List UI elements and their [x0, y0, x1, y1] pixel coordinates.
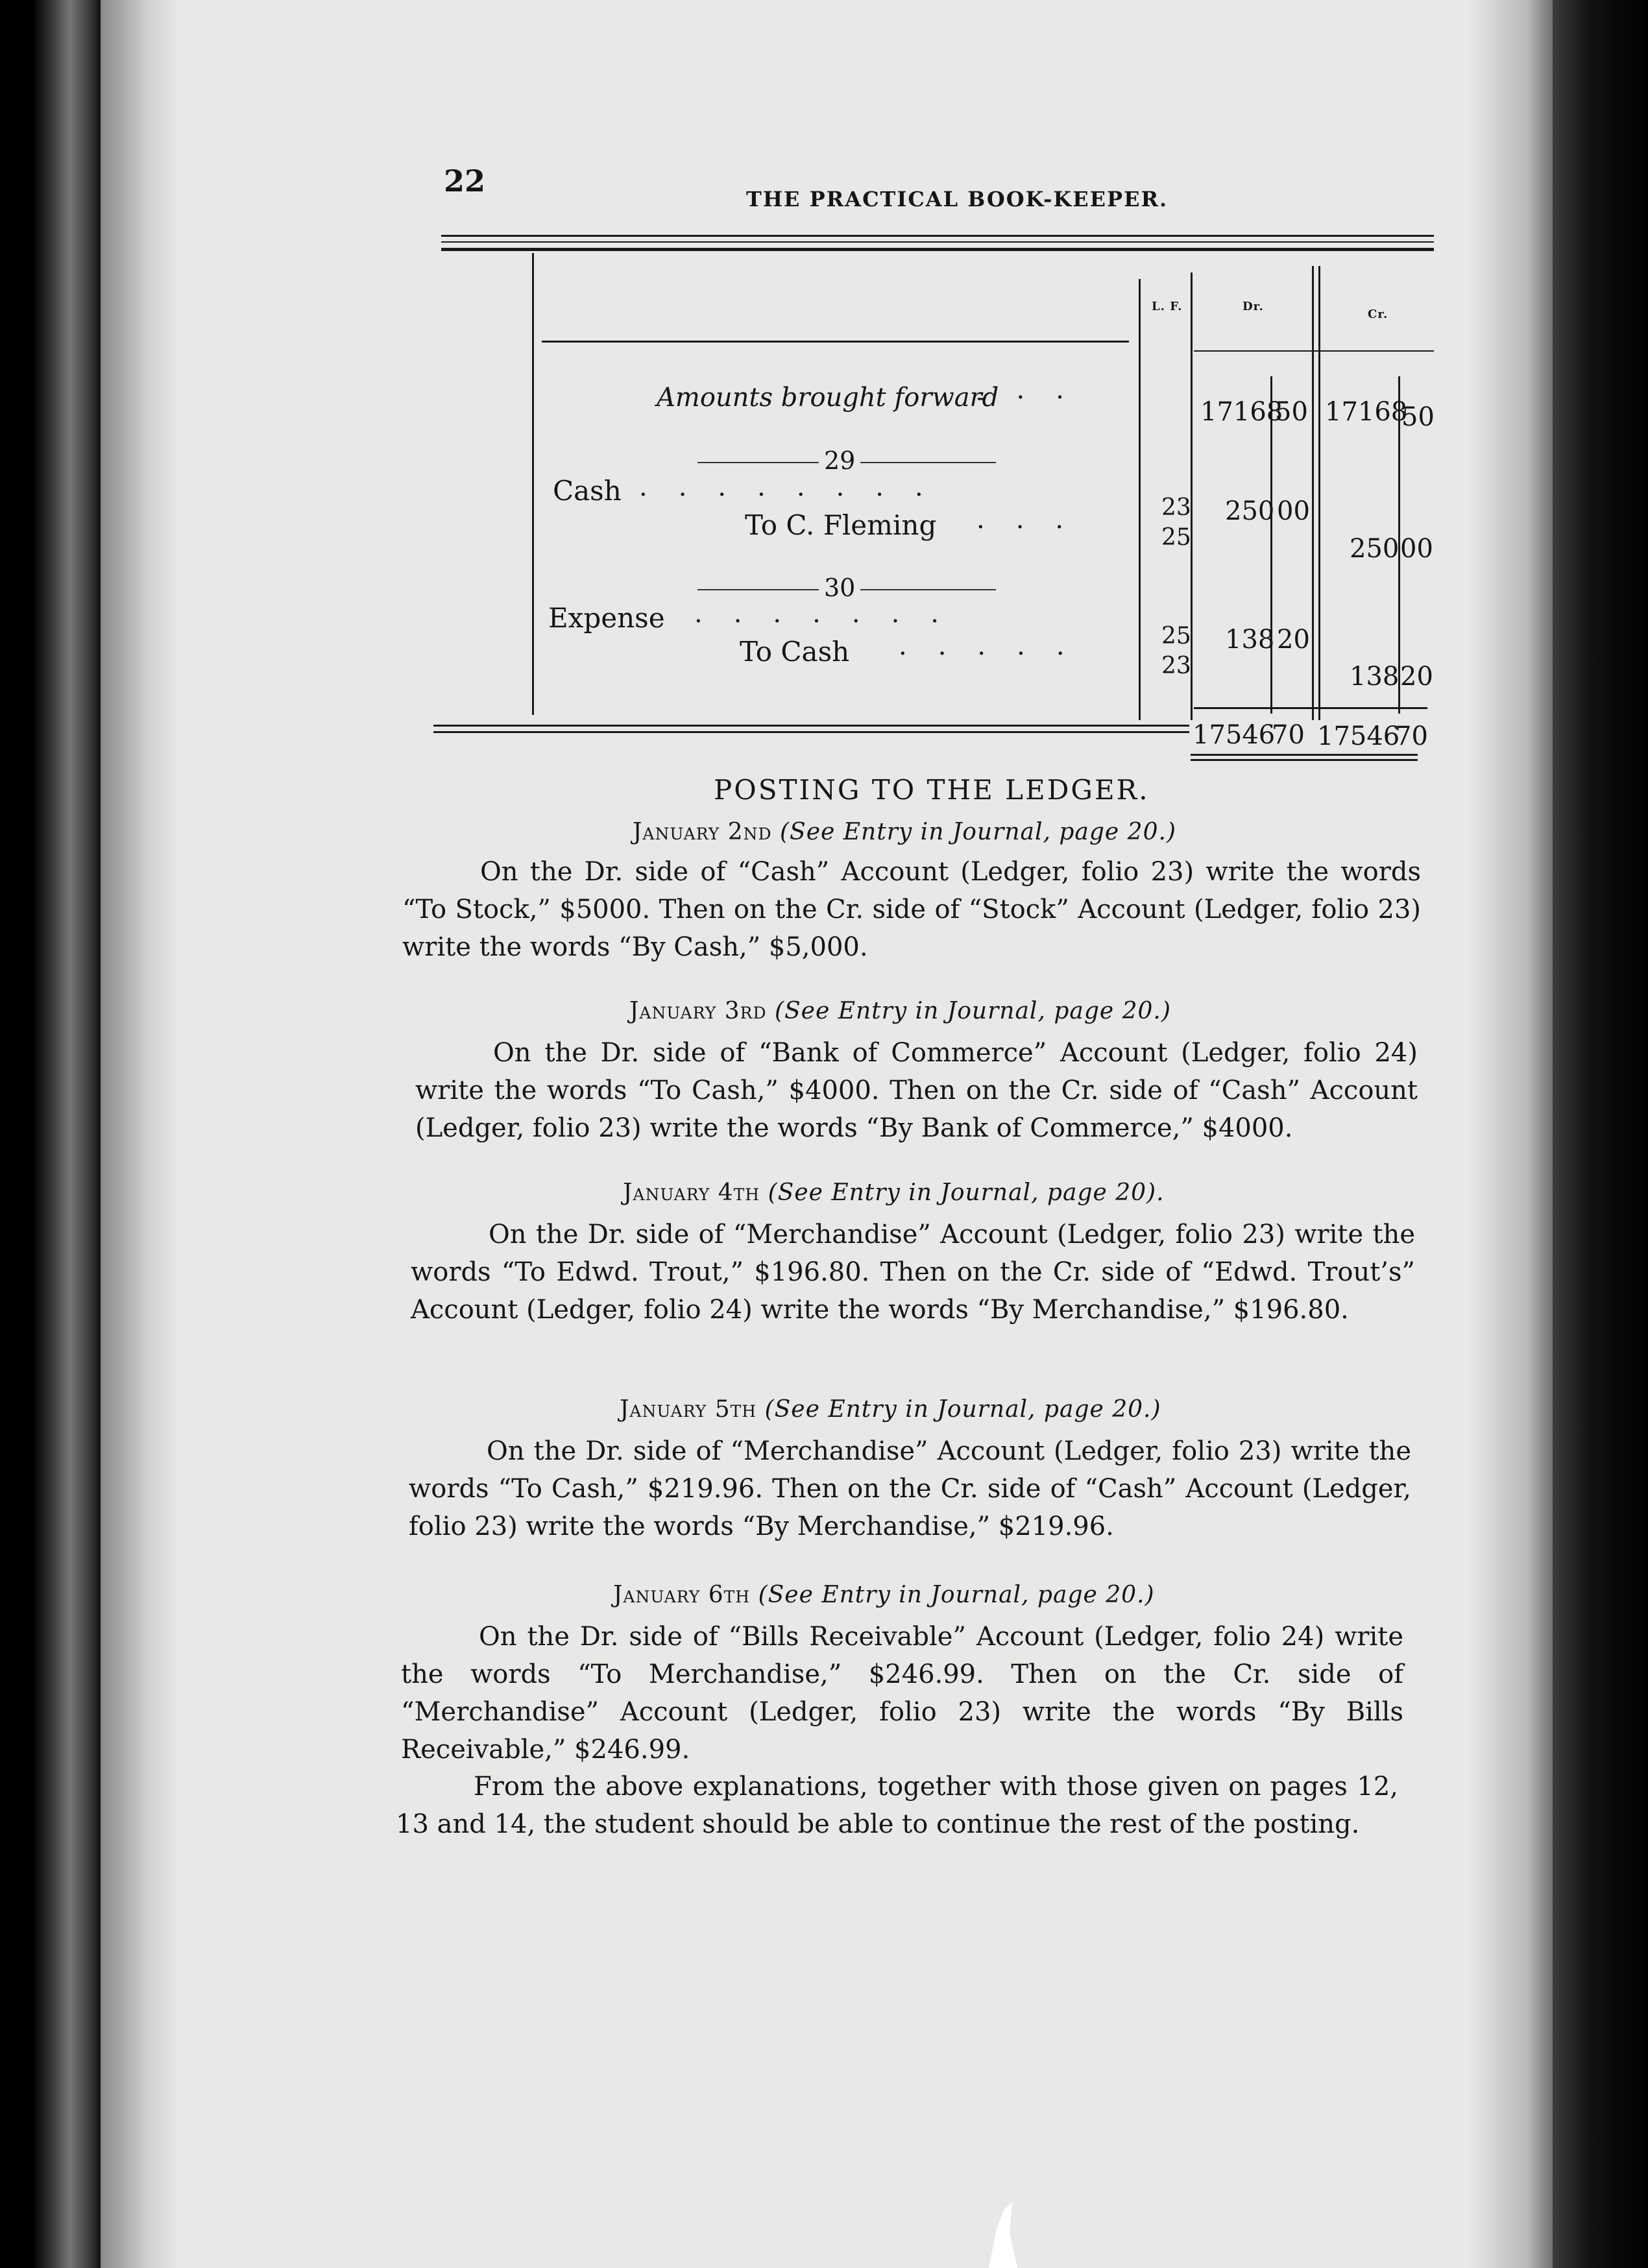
- posting-paragraph: On the Dr. side of “Bank of Commerce” Account (Ledger, folio 24) write the words “To Cash,” $4000. Then on the Cr. side of “Cash” Account (Ledger, folio 23) write the words “By Bank of Commerce,” $4000.: [415, 1038, 1418, 1143]
- section-date-header: [620, 1396, 1161, 1423]
- entry-date: January 3rd: [629, 998, 767, 1024]
- lf-debit: 23: [1161, 494, 1191, 521]
- total-cr-amount: 17546: [1317, 721, 1400, 751]
- forward-dr-amount: 17168: [1200, 397, 1283, 427]
- dr-cents: 00: [1277, 496, 1310, 526]
- section-date-header: [623, 1179, 1165, 1206]
- col-dr-header: Dr.: [1242, 300, 1264, 313]
- cr-cents: 00: [1400, 534, 1433, 564]
- leader-dots: ·····: [899, 639, 1096, 669]
- posting-paragraph: On the Dr. side of “Bills Receivable” Account (Ledger, folio 24) write the words “To Merchandise,” $246.99. Then on the Cr. side of “Merchandise” Account (Ledger, folio 23) write the words “By Bills Receivable,” $246.99.: [401, 1622, 1403, 1765]
- credit-account: To Cash: [740, 636, 850, 668]
- dr-amount: 138: [1225, 625, 1275, 655]
- entry-date: January 6th: [613, 1582, 751, 1608]
- scan-edge-right: [1553, 0, 1648, 2268]
- lf-debit: 25: [1161, 623, 1191, 649]
- forward-dr-cents: 50: [1275, 397, 1308, 427]
- total-dr-amount: 17546: [1193, 720, 1276, 750]
- journal-reference: (See Entry in Journal, page 20.): [758, 1582, 1155, 1608]
- total-dr-cents: 70: [1272, 720, 1305, 750]
- table-bottom-rule-4: [1191, 759, 1418, 761]
- forward-label: Amounts brought forward: [657, 383, 999, 413]
- table-top-rule-2: [441, 241, 1434, 243]
- running-title: THE PRACTICAL BOOK-KEEPER.: [746, 187, 1169, 211]
- cr-col-rule-a: [1312, 266, 1314, 720]
- closing-paragraph: From the above explanations, together with those given on pages 12, 13 and 14, the student should be able to continue the rest of the posting.: [396, 1772, 1398, 1839]
- cr-cents: 20: [1400, 662, 1433, 692]
- entry-date: January 4th: [623, 1179, 760, 1206]
- section-date-header: [633, 819, 1176, 845]
- leader-dots: ·······: [694, 607, 971, 636]
- col-lf-header: L. F.: [1152, 300, 1183, 313]
- forward-cr-cents: 50: [1401, 402, 1435, 432]
- posting-paragraph: On the Dr. side of “Merchandise” Account (Ledger, folio 23) write the words “To Edwd. Trout,” $196.80. Then on the Cr. side of “Edwd. Trout’s” Account (Ledger, folio 24) write the words “By Merchandise,” $196.80.: [411, 1220, 1415, 1325]
- lf-credit: 25: [1161, 524, 1191, 551]
- journal-reference: (See Entry in Journal, page 20.): [764, 1396, 1161, 1423]
- entry-date: 30: [819, 573, 860, 602]
- lf-col-rule: [1139, 279, 1141, 720]
- dr-cents-rule: [1270, 376, 1272, 714]
- table-top-rule-3: [441, 248, 1434, 251]
- cr-amount: 138: [1350, 662, 1400, 692]
- forward-cr-amount: 17168: [1325, 397, 1408, 427]
- table-bottom-rule-3: [1191, 754, 1418, 756]
- posting-paragraph: On the Dr. side of “Cash” Account (Ledger, folio 23) write the words “To Stock,” $5000. Then on the Cr. side of “Stock” Account (Ledger, folio 23) write the words “By Cash,” $5,000.: [402, 857, 1421, 962]
- table-top-rule: [441, 235, 1434, 237]
- page-number: 22: [444, 163, 486, 199]
- journal-reference: (See Entry in Journal, page 20.): [774, 998, 1171, 1024]
- dr-amount: 250: [1225, 496, 1275, 526]
- total-rule: [1194, 707, 1427, 709]
- total-cr-cents: 70: [1395, 721, 1428, 751]
- cr-amount: 250: [1350, 534, 1400, 564]
- leader-dots: ···: [976, 513, 1095, 542]
- dr-cents: 20: [1277, 625, 1310, 655]
- scan-edge-left: [32, 0, 101, 2268]
- col-cr-header: Cr.: [1368, 308, 1388, 321]
- cr-col-rule-b: [1318, 266, 1320, 720]
- debit-account: Expense: [548, 602, 665, 634]
- page-edge-shadow: [1468, 0, 1553, 2268]
- table-bottom-rule: [433, 725, 1189, 727]
- section-date-header: [629, 998, 1171, 1024]
- leader-dots: -··: [976, 383, 1095, 413]
- leader-dots: ········: [639, 480, 954, 510]
- money-head-rule: [1194, 350, 1434, 352]
- entry-date: January 5th: [620, 1396, 757, 1423]
- header-under-rule: [542, 341, 1129, 343]
- journal-reference: (See Entry in Journal, page 20).: [768, 1179, 1165, 1206]
- section-title: POSTING TO THE LEDGER.: [714, 774, 1150, 806]
- section-date-header: [613, 1582, 1155, 1608]
- table-left-rule: [532, 253, 534, 715]
- entry-date: January 2nd: [633, 819, 772, 845]
- table-bottom-rule-2: [433, 731, 1189, 733]
- debit-account: Cash: [553, 475, 622, 507]
- entry-date: 29: [819, 446, 860, 475]
- credit-account: To C. Fleming: [745, 509, 937, 541]
- journal-reference: (See Entry in Journal, page 20.): [780, 819, 1176, 845]
- page-gutter-shadow: [101, 0, 178, 2268]
- lf-credit: 23: [1161, 653, 1191, 679]
- posting-paragraph: On the Dr. side of “Merchandise” Account (Ledger, folio 23) write the words “To Cash,” $219.96. Then on the Cr. side of “Cash” Account (Ledger, folio 23) write the words “By Merchandise,” $219.96.: [409, 1436, 1411, 1541]
